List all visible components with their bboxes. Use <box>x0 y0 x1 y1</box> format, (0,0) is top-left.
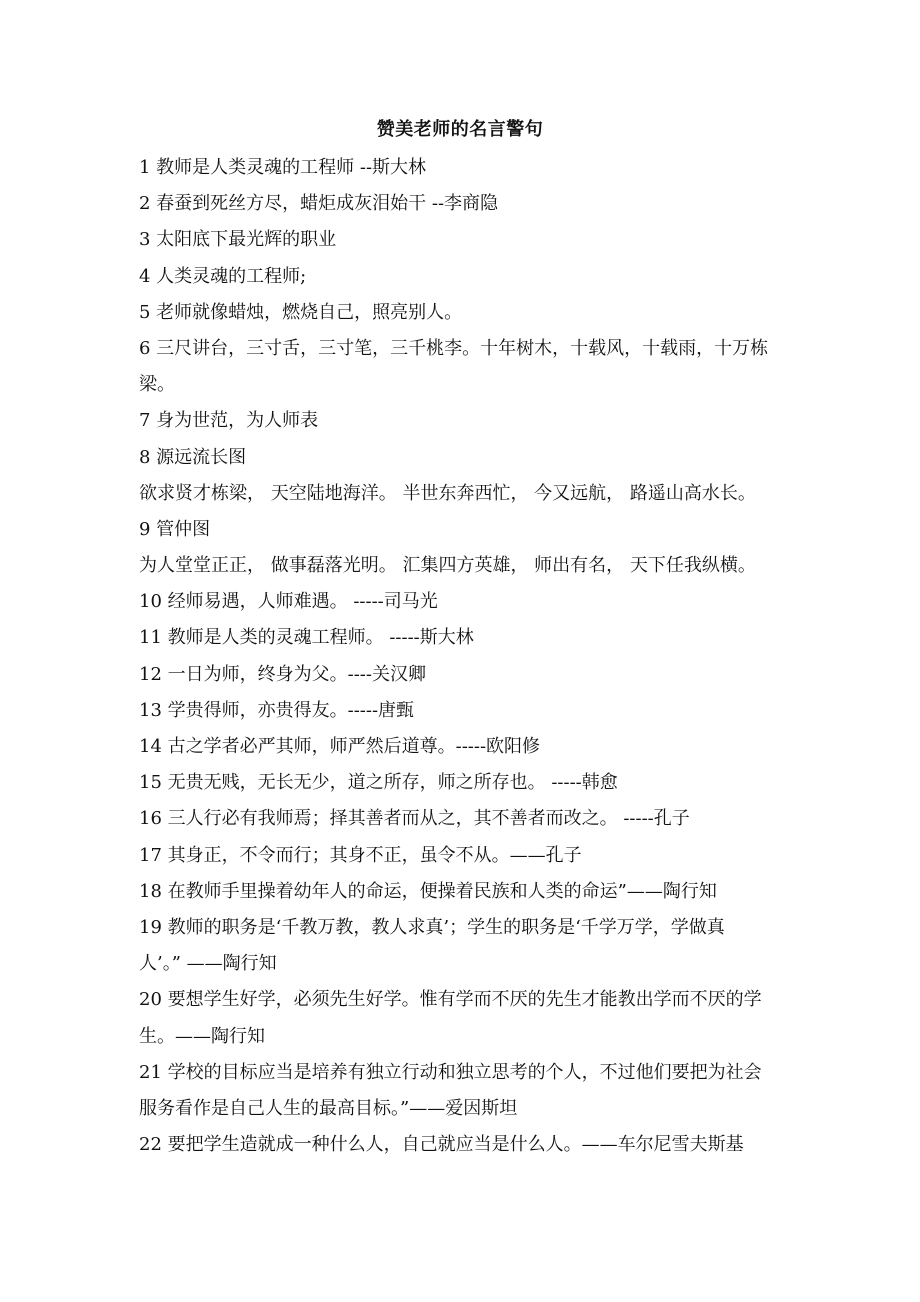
text-line: 13 学贵得师，亦贵得友。-----唐甄 <box>139 699 415 721</box>
text-line: 17 其身正，不令而行；其身不正，虽令不从。——孔子 <box>139 844 582 866</box>
text-line: 12 一日为师，终身为父。----关汉卿 <box>139 663 426 685</box>
text-line: 10 经师易遇，人师难遇。 -----司马光 <box>139 591 438 613</box>
text-line: 22 要把学生造就成一种什么人，自己就应当是什么人。——车尔尼雪夫斯基 <box>139 1134 744 1156</box>
text-line: 2 春蚕到死丝方尽，蜡炬成灰泪始干 --李商隐 <box>139 193 499 215</box>
text-line: 7 身为世范，为人师表 <box>139 410 319 432</box>
text-line: 3 太阳底下最光辉的职业 <box>139 229 337 251</box>
text-line: 为人堂堂正正， 做事磊落光明。 汇集四方英雄， 师出有名， 天下任我纵横。 <box>139 555 756 577</box>
text-line: 1 教师是人类灵魂的工程师 --斯大林 <box>139 157 427 178</box>
text-line: 16 三人行必有我师焉；择其善者而从之，其不善者而改之。 -----孔子 <box>139 808 690 830</box>
text-line: 人’。” ——陶行知 <box>139 953 277 975</box>
text-line: 15 无贵无贱，无长无少，道之所存，师之所存也。 -----韩愈 <box>139 772 618 794</box>
text-line: 11 教师是人类的灵魂工程师。 -----斯大林 <box>139 627 474 649</box>
text-line: 6 三尺讲台，三寸舌，三寸笔，三千桃李。十年树木，十载风，十载雨，十万栋 <box>139 337 769 359</box>
text-line: 14 古之学者必严其师，师严然后道尊。-----欧阳修 <box>139 736 541 757</box>
quote-list <box>139 150 789 1163</box>
text-line: 9 管仲图 <box>139 518 211 540</box>
text-line: 4 人类灵魂的工程师; <box>139 265 307 287</box>
text-line: 19 教师的职务是‘千教万教，教人求真’；学生的职务是‘千学万学，学做真 <box>139 916 725 938</box>
text-line: 服务看作是自己人生的最高目标。”——爱因斯坦 <box>139 1097 518 1119</box>
text-line: 20 要想学生好学，必须先生好学。惟有学而不厌的先生才能教出学而不厌的学 <box>139 989 762 1011</box>
text-line: 18 在教师手里操着幼年人的命运，便操着民族和人类的命运”——陶行知 <box>139 880 717 902</box>
text-line: 生。——陶行知 <box>139 1025 265 1047</box>
text-line: 8 源远流长图 <box>139 446 247 468</box>
text-line: 梁。 <box>139 374 175 396</box>
text-line: 欲求贤才栋梁， 天空陆地海洋。 半世东奔西忙， 今又远航， 路遥山高水长。 <box>139 482 756 504</box>
text-line: 21 学校的目标应当是培养有独立行动和独立思考的个人，不过他们要把为社会 <box>139 1061 762 1083</box>
text-line: 5 老师就像蜡烛，燃烧自己，照亮别人。 <box>139 301 463 323</box>
page-title: 赞美老师的名言警句 <box>376 119 544 140</box>
